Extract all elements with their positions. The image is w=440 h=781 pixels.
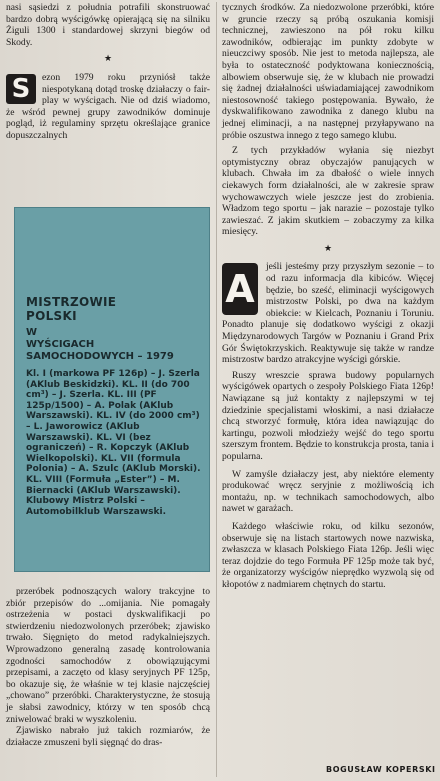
- article-paragraph: nasi sąsiedzi z południa potrafili skonstruować bardzo dobrą wyścigówkę opierającą się na silniku Żiguli 1300 i standardowej skrzyni biegów od Skody.: [6, 2, 210, 48]
- article-paragraph: W zamyśle działaczy jest, aby niektóre elementy produkować wręcz seryjnie z możliwością ich montażu, np. w technikach samochodowych, albo nawet w garażach.: [222, 468, 434, 515]
- article-paragraph-jesli: [222, 261, 434, 365]
- paragraph-text: ezon 1979 roku przyniósł także niespotykaną dotąd troskę działaczy o fair-play w wyścigach. Nie od dziś wiadomo, że wśród pewnej grupy zawodników dominuje pogląd, iż regulaminy sprzętu określające granice dopuszczalnych: [6, 71, 210, 141]
- paragraph-text: jeśli jesteśmy przy przyszłym sezonie – to od razu informacja dla kibiców. Więcej będzie, bo sześć, eliminacji wyścigowych mistrzostw Polski, po dwa na każdym obiekcie: w Kielcach, Poznaniu i Toruniu. Ponadto planuje się dodatkowo wyścigi z okazji Międzynarodowych Targów w Poznaniu i Grand Prix Gór Świętokrzyskich. Reaktywuje się także w randze mistrzostw bardzo atrakcyjne wyścigi górskie.: [222, 261, 434, 366]
- left-column-top: [6, 2, 210, 142]
- right-column: [222, 2, 434, 591]
- article-paragraph: tycznych środków. Za niedozwolone przeróbki, które w gruncie rzeczy są próbą oszukania komisji technicznej, zawieszono na pół roku kilku zawodników, odbierając im punkty zdobyte w nieuczciwy sposób. Nie jest to metoda najlepsza, ale była to ostateczność podyktowana koniecznością, albowiem obserwuje się, że w klubach nie prowadzi się żadnej działalności uświadamiającej zawodnikom niestosowność takiego postępowania. Bywało, że dyskwalifikowano zawodnika z danego klubu na jednej eliminacji, a na następnej przyłapywano na próbie oszustwa innego z tego samego klubu.: [222, 2, 434, 141]
- article-paragraph-sezon: [6, 72, 210, 142]
- box-subtitle-line: W: [26, 327, 38, 338]
- champions-box: [14, 207, 210, 572]
- article-paragraph: przeróbek podnoszących walory trakcyjne to zbiór przepisów do ...omijania. Nie pomagały ostrzeżenia w postaci dyskwalifikacji po stwierdzeniu niedozwolonych przeróbek; zjawisko trwało. Sięgnięto do metod radykalniejszych. Wprowadzono generalną zasadę kontrolowania zgodności samochodów z obowiązującymi przepisami, a zaczęto od klasy seryjnych PF 125p, bo okazuje się, że właśnie w tej klasie najczęściej „chowano” przeróbki. Charakterystyczne, że stosują je słabsi zawodnicy, którzy w ten sposób chcą zniwelować braki w wyszkoleniu.: [6, 586, 210, 725]
- article-paragraph: Każdego właściwie roku, od kilku sezonów, obserwuje się na listach startowych nowe nazwiska, zwłaszcza w klasach Polskiego Fiata 126p. Jeśli więc teraz dojdzie do tego Formuła PF 125p może tak być, że organizatorzy wyścigów nieprędko wyzwolą się od kłopotów z nadmiarem chętnych do startu.: [222, 520, 434, 590]
- column-divider: [216, 2, 217, 777]
- author-signature: BOGUSŁAW KOPERSKI: [326, 765, 436, 774]
- section-star-icon: ★: [103, 54, 113, 65]
- article-paragraph: Z tych przykładów wyłania się niezbyt optymistyczny obraz obyczajów panujących w klubach. Chwała im za dbałość o wiele innych ciekawych form działalności, ale w zakresie spraw wychowawczych wiele jeszcze jest do zrobienia. Władzom tego sportu – jak narazie – pozostaje tylko zawieszać. Z jakim skutkiem – zobaczymy za kilka miesięcy.: [222, 145, 434, 238]
- champions-list: Kl. I (markowa PF 126p) – J. Szerla (AKlub Beskidzki). KL. II (do 700 cm³) – J. Szerla. KL. III (PF 125p/1500) – A. Polak (AKlub Warszawski). KL. IV (do 2000 cm³) – L. Jaworowicz (AKlub Warszawski). KL. VI (bez ograniczeń) – R. Kopczyk (AKlub Wielkopolski). KL. VII (formula Polonia) – A. Szulc (AKlub Morski). KL. VIII (Formuła „Ester”) – M. Biernacki (AKlub Warszawski). Klubowy Mistrz Polski – Automobilklub Warszawski.: [26, 369, 201, 517]
- box-title-line: MISTRZOWIE: [26, 295, 117, 309]
- dropcap-a: A: [222, 263, 258, 315]
- section-star-icon: ★: [323, 243, 333, 254]
- article-paragraph: Zjawisko nabrało już takich rozmiarów, że działacze zmuszeni byli sięgnąć do dras-: [6, 725, 210, 748]
- left-column-bottom: [6, 586, 210, 748]
- article-paragraph: Ruszy wreszcie sprawa budowy popularnych wyścigówek opartych o zespoły Polskiego Fiata 126p! Nawiązane są już kontakty z najlepszymi w tej dziedzinie specjalistami włoskimi, a nasi działacze chcą stworzyć formułę, która idea nawiązując do kartingu, pozwoli młodzieży wejść do tego sportu szerszym frontem. Będzie to konstrukcja prosta, tania i popularna.: [222, 369, 434, 462]
- box-subtitle-line: WYŚCIGACH: [26, 339, 95, 350]
- box-subtitle-line: SAMOCHODOWYCH – 1979: [26, 351, 174, 362]
- champions-box-content: [26, 295, 202, 517]
- dropcap-s: S: [6, 74, 36, 104]
- box-title-line: POLSKI: [26, 309, 77, 323]
